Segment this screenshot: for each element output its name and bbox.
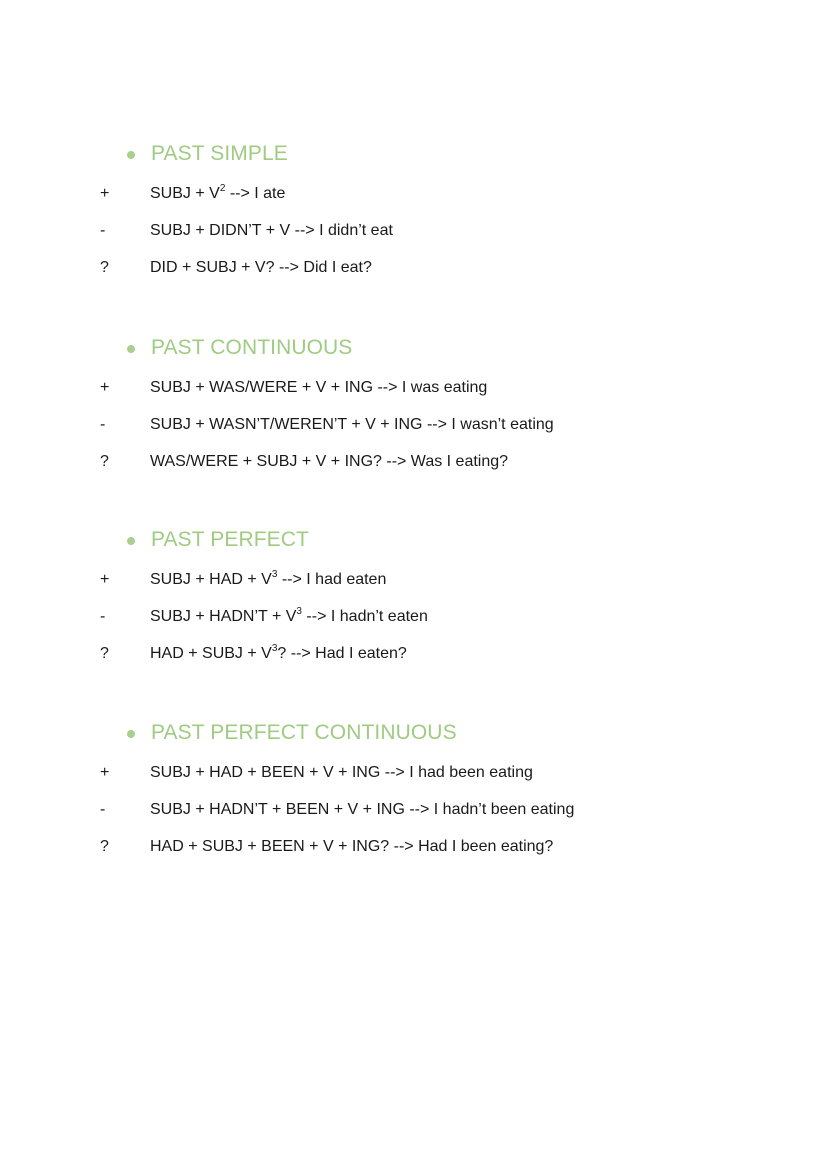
sign-affirmative: + xyxy=(100,764,110,781)
bullet-icon xyxy=(127,345,135,353)
section-heading xyxy=(0,334,828,364)
formula-row-question xyxy=(0,257,828,294)
formula-list xyxy=(0,762,828,873)
sign-affirmative: + xyxy=(100,185,110,202)
section-past-perfect xyxy=(0,526,828,662)
sign-negative: - xyxy=(100,222,106,239)
section-heading xyxy=(0,526,828,556)
formula-list xyxy=(0,569,828,680)
formula-text: SUBJ + WAS/WERE + V + ING --> I was eating xyxy=(150,379,488,396)
sign-question: ? xyxy=(100,259,109,276)
section-heading xyxy=(0,140,828,170)
sign-affirmative: + xyxy=(100,571,110,588)
section-title: PAST PERFECT xyxy=(151,528,309,551)
formula-text: WAS/WERE + SUBJ + V + ING? --> Was I eating? xyxy=(150,453,509,470)
section-past-simple xyxy=(0,140,828,276)
formula-row-affirmative xyxy=(0,762,828,799)
formula-row-affirmative xyxy=(0,569,828,606)
section-title: PAST SIMPLE xyxy=(151,142,288,165)
formula-text: SUBJ + DIDN’T + V --> I didn’t eat xyxy=(150,222,393,239)
sign-affirmative: + xyxy=(100,379,110,396)
section-past-continuous xyxy=(0,334,828,470)
formula-list xyxy=(0,377,828,488)
formula-row-negative xyxy=(0,606,828,643)
section-title: PAST PERFECT CONTINUOUS xyxy=(151,721,457,744)
section-past-perfect-continuous xyxy=(0,719,828,855)
formula-list xyxy=(0,183,828,294)
formula-row-question xyxy=(0,643,828,680)
formula-text: HAD + SUBJ + BEEN + V + ING? --> Had I been eating? xyxy=(150,838,554,855)
sign-question: ? xyxy=(100,838,109,855)
sign-question: ? xyxy=(100,453,109,470)
formula-text: SUBJ + HADN’T + BEEN + V + ING --> I hadn’t been eating xyxy=(150,801,575,818)
formula-text: SUBJ + WASN’T/WEREN’T + V + ING --> I wasn’t eating xyxy=(150,416,554,433)
sign-question: ? xyxy=(100,645,109,662)
sign-negative: - xyxy=(100,608,106,625)
section-title: PAST CONTINUOUS xyxy=(151,336,353,359)
formula-row-negative xyxy=(0,799,828,836)
formula-row-affirmative xyxy=(0,183,828,220)
bullet-icon xyxy=(127,730,135,738)
sign-negative: - xyxy=(100,416,106,433)
formula-row-question xyxy=(0,451,828,488)
bullet-icon xyxy=(127,537,135,545)
formula-text: DID + SUBJ + V? --> Did I eat? xyxy=(150,259,372,276)
formula-row-affirmative xyxy=(0,377,828,414)
sign-negative: - xyxy=(100,801,106,818)
bullet-icon xyxy=(127,151,135,159)
formula-row-negative xyxy=(0,220,828,257)
section-heading xyxy=(0,719,828,749)
formula-text: SUBJ + HAD + $V^3$ --> I had eaten xyxy=(150,568,387,588)
formula-text: HAD + SUBJ + $V^3$? --> Had I eaten? xyxy=(150,642,407,662)
formula-text: SUBJ + $V^2$ --> I ate xyxy=(150,182,286,202)
formula-row-negative xyxy=(0,414,828,451)
formula-text: SUBJ + HAD + BEEN + V + ING --> I had been eating xyxy=(150,764,533,781)
formula-text: SUBJ + HADN’T + $V^3$ --> I hadn’t eaten xyxy=(150,605,428,625)
formula-row-question xyxy=(0,836,828,873)
